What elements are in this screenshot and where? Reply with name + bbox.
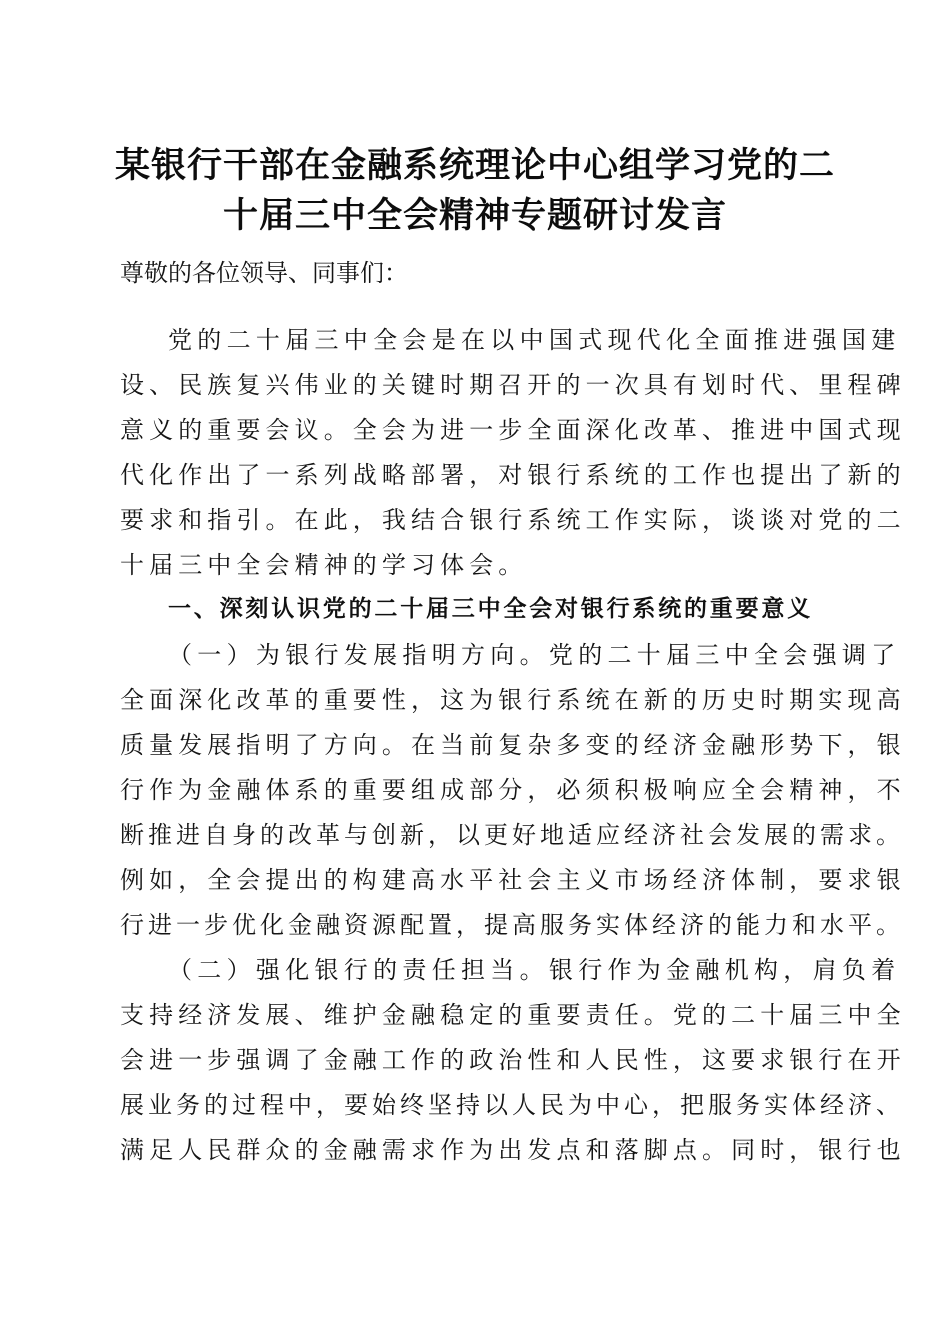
paragraph-line: 展业务的过程中，要始终坚持以人民为中心，把服务实体经济、 xyxy=(120,1091,904,1119)
paragraph-line: 例如，全会提出的构建高水平社会主义市场经济体制，要求银 xyxy=(120,866,906,894)
subsection-line: （一）为银行发展指明方向。党的二十届三中全会强调了 xyxy=(168,641,901,669)
subsection-line: （二）强化银行的责任担当。银行作为金融机构，肩负着 xyxy=(168,956,901,984)
paragraph-line: 断推进自身的改革与创新，以更好地适应经济社会发展的需求。 xyxy=(120,821,904,849)
document-title-line-1: 某银行干部在金融系统理论中心组学习党的二 xyxy=(114,145,835,186)
paragraph-line: 支持经济发展、维护金融稳定的重要责任。党的二十届三中全 xyxy=(120,1001,906,1029)
paragraph-line: 设、民族复兴伟业的关键时期召开的一次具有划时代、里程碑 xyxy=(120,371,906,399)
document-title-line-2: 十届三中全会精神专题研讨发言 xyxy=(222,195,727,236)
paragraph-line: 意义的重要会议。全会为进一步全面深化改革、推进中国式现 xyxy=(120,416,906,444)
paragraph-line: 全面深化改革的重要性，这为银行系统在新的历史时期实现高 xyxy=(120,686,906,714)
salutation: 尊敬的各位领导、同事们： xyxy=(120,259,408,287)
paragraph-line: 会进一步强调了金融工作的政治性和人民性，这要求银行在开 xyxy=(120,1046,906,1074)
paragraph-line: 代化作出了一系列战略部署，对银行系统的工作也提出了新的 xyxy=(120,461,906,489)
section-heading: 一、深刻认识党的二十届三中全会对银行系统的重要意义 xyxy=(168,596,813,622)
paragraph-line: 质量发展指明了方向。在当前复杂多变的经济金融形势下，银 xyxy=(120,731,906,759)
paragraph-line: 行作为金融体系的重要组成部分，必须积极响应全会精神，不 xyxy=(120,776,906,804)
paragraph-line: 十届三中全会精神的学习体会。 xyxy=(120,551,528,579)
paragraph-line: 党的二十届三中全会是在以中国式现代化全面推进强国建 xyxy=(168,326,901,354)
paragraph-line: 行进一步优化金融资源配置，提高服务实体经济的能力和水平。 xyxy=(120,911,904,939)
paragraph-line: 满足人民群众的金融需求作为出发点和落脚点。同时，银行也 xyxy=(120,1136,906,1164)
paragraph-line: 要求和指引。在此，我结合银行系统工作实际，谈谈对党的二 xyxy=(120,506,906,534)
